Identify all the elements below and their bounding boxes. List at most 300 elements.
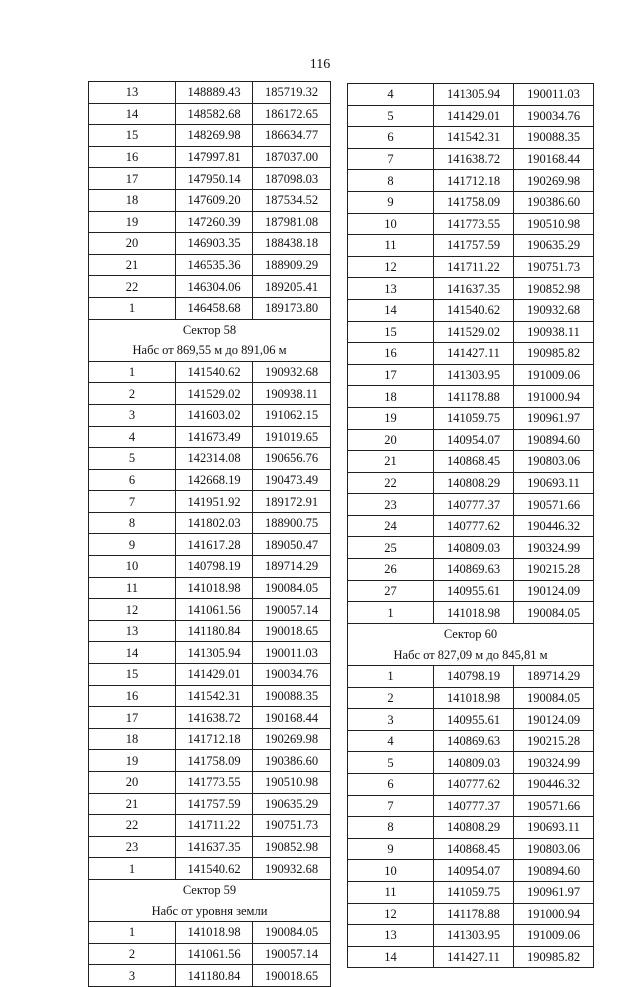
x-coordinate-cell: 140954.07: [434, 860, 514, 882]
x-coordinate-cell: 141429.01: [434, 105, 514, 127]
table-row: [89, 642, 331, 664]
x-coordinate-cell: 141059.75: [434, 881, 514, 903]
y-coordinate-cell: 190084.05: [253, 577, 331, 599]
x-coordinate-cell: 141180.84: [176, 965, 253, 987]
table-row: [89, 276, 331, 298]
y-coordinate-cell: 190803.06: [514, 451, 594, 473]
y-coordinate-cell: 185719.32: [253, 82, 331, 104]
point-number-cell: 19: [89, 750, 176, 772]
x-coordinate-cell: 141773.55: [176, 772, 253, 794]
y-coordinate-cell: 190751.73: [514, 256, 594, 278]
x-coordinate-cell: 147609.20: [176, 189, 253, 211]
x-coordinate-cell: 141757.59: [176, 793, 253, 815]
point-number-cell: 12: [348, 903, 434, 925]
x-coordinate-cell: 140955.61: [434, 580, 514, 602]
y-coordinate-cell: 190571.66: [514, 494, 594, 516]
sector-title: Сектор 60: [348, 623, 594, 644]
table-row: [348, 903, 594, 925]
x-coordinate-cell: 142314.08: [176, 448, 253, 470]
x-coordinate-cell: 140808.29: [434, 472, 514, 494]
table-row: [348, 321, 594, 343]
x-coordinate-cell: 141018.98: [176, 577, 253, 599]
table-row: [348, 774, 594, 796]
table-row: [89, 82, 331, 104]
table-row: [348, 278, 594, 300]
point-number-cell: 10: [348, 860, 434, 882]
y-coordinate-cell: 190124.09: [514, 580, 594, 602]
y-coordinate-cell: 189050.47: [253, 534, 331, 556]
x-coordinate-cell: 141712.18: [434, 170, 514, 192]
x-coordinate-cell: 146535.36: [176, 254, 253, 276]
point-number-cell: 19: [348, 407, 434, 429]
table-row: [89, 103, 331, 125]
sector-height-range: Набс от 869,55 м до 891,06 м: [89, 340, 331, 361]
y-coordinate-cell: 191000.94: [514, 386, 594, 408]
x-coordinate-cell: 140868.45: [434, 838, 514, 860]
point-number-cell: 17: [348, 364, 434, 386]
x-coordinate-cell: 141178.88: [434, 903, 514, 925]
point-number-cell: 20: [89, 233, 176, 255]
point-number-cell: 10: [89, 556, 176, 578]
x-coordinate-cell: 147997.81: [176, 146, 253, 168]
table-row: [89, 491, 331, 513]
y-coordinate-cell: 190852.98: [253, 836, 331, 858]
x-coordinate-cell: 141178.88: [434, 386, 514, 408]
table-row: [89, 750, 331, 772]
point-number-cell: 21: [89, 254, 176, 276]
x-coordinate-cell: 148269.98: [176, 125, 253, 147]
y-coordinate-cell: 190938.11: [514, 321, 594, 343]
sector-height-row: [89, 901, 331, 922]
x-coordinate-cell: 141529.02: [176, 383, 253, 405]
table-row: [89, 383, 331, 405]
table-row: [348, 148, 594, 170]
point-number-cell: 9: [89, 534, 176, 556]
sector-height-row: [348, 644, 594, 665]
y-coordinate-cell: 190324.99: [514, 537, 594, 559]
point-number-cell: 2: [348, 687, 434, 709]
point-number-cell: 17: [89, 707, 176, 729]
x-coordinate-cell: 141638.72: [176, 707, 253, 729]
table-row: [89, 685, 331, 707]
y-coordinate-cell: 190635.29: [253, 793, 331, 815]
table-row: [89, 858, 331, 880]
y-coordinate-cell: 187098.03: [253, 168, 331, 190]
point-number-cell: 14: [89, 103, 176, 125]
table-row: [89, 297, 331, 319]
y-coordinate-cell: 190269.98: [514, 170, 594, 192]
x-coordinate-cell: 146458.68: [176, 297, 253, 319]
point-number-cell: 4: [348, 730, 434, 752]
table-row: [89, 664, 331, 686]
x-coordinate-cell: 141540.62: [176, 361, 253, 383]
x-coordinate-cell: 141427.11: [434, 946, 514, 968]
y-coordinate-cell: 187037.00: [253, 146, 331, 168]
x-coordinate-cell: 141061.56: [176, 599, 253, 621]
y-coordinate-cell: 190894.60: [514, 429, 594, 451]
y-coordinate-cell: 190011.03: [253, 642, 331, 664]
y-coordinate-cell: 191062.15: [253, 404, 331, 426]
table-row: [89, 469, 331, 491]
y-coordinate-cell: 190985.82: [514, 946, 594, 968]
x-coordinate-cell: 141758.09: [434, 191, 514, 213]
point-number-cell: 1: [89, 361, 176, 383]
x-coordinate-cell: 141061.56: [176, 943, 253, 965]
table-row: [89, 233, 331, 255]
table-row: [348, 429, 594, 451]
table-row: [348, 666, 594, 688]
y-coordinate-cell: 190084.05: [253, 922, 331, 944]
table-row: [348, 386, 594, 408]
table-row: [89, 146, 331, 168]
point-number-cell: 17: [89, 168, 176, 190]
table-row: [89, 211, 331, 233]
y-coordinate-cell: 190088.35: [253, 685, 331, 707]
point-number-cell: 8: [348, 817, 434, 839]
point-number-cell: 7: [348, 795, 434, 817]
y-coordinate-cell: 190215.28: [514, 730, 594, 752]
x-coordinate-cell: 142668.19: [176, 469, 253, 491]
table-row: [89, 577, 331, 599]
point-number-cell: 15: [89, 125, 176, 147]
y-coordinate-cell: 190018.65: [253, 965, 331, 987]
y-coordinate-cell: 190057.14: [253, 599, 331, 621]
y-coordinate-cell: 190985.82: [514, 343, 594, 365]
point-number-cell: 7: [348, 148, 434, 170]
y-coordinate-cell: 190510.98: [514, 213, 594, 235]
sector-title: Сектор 59: [89, 879, 331, 900]
y-coordinate-cell: 190034.76: [514, 105, 594, 127]
table-row: [89, 448, 331, 470]
right-table-body: [348, 84, 594, 968]
point-number-cell: 19: [89, 211, 176, 233]
x-coordinate-cell: 141018.98: [176, 922, 253, 944]
table-row: [89, 254, 331, 276]
point-number-cell: 3: [89, 965, 176, 987]
x-coordinate-cell: 141711.22: [434, 256, 514, 278]
y-coordinate-cell: 190124.09: [514, 709, 594, 731]
x-coordinate-cell: 148582.68: [176, 103, 253, 125]
point-number-cell: 6: [348, 774, 434, 796]
left-table-body: [89, 82, 331, 987]
point-number-cell: 16: [89, 146, 176, 168]
point-number-cell: 1: [89, 297, 176, 319]
table-row: [348, 795, 594, 817]
x-coordinate-cell: 141018.98: [434, 602, 514, 624]
point-number-cell: 13: [348, 278, 434, 300]
point-number-cell: 22: [89, 276, 176, 298]
x-coordinate-cell: 140869.63: [434, 730, 514, 752]
x-coordinate-cell: 140809.03: [434, 752, 514, 774]
point-number-cell: 1: [89, 922, 176, 944]
x-coordinate-cell: 140777.37: [434, 494, 514, 516]
y-coordinate-cell: 191009.06: [514, 925, 594, 947]
left-coordinates-table: [88, 81, 331, 987]
table-row: [89, 404, 331, 426]
x-coordinate-cell: 141540.62: [434, 299, 514, 321]
x-coordinate-cell: 141637.35: [434, 278, 514, 300]
y-coordinate-cell: 189172.91: [253, 491, 331, 513]
table-row: [348, 838, 594, 860]
table-row: [89, 965, 331, 987]
point-number-cell: 20: [348, 429, 434, 451]
table-row: [348, 235, 594, 257]
point-number-cell: 13: [348, 925, 434, 947]
table-row: [348, 881, 594, 903]
x-coordinate-cell: 140808.29: [434, 817, 514, 839]
table-row: [89, 512, 331, 534]
table-row: [348, 515, 594, 537]
table-row: [348, 580, 594, 602]
x-coordinate-cell: 141180.84: [176, 620, 253, 642]
point-number-cell: 6: [89, 469, 176, 491]
y-coordinate-cell: 190473.49: [253, 469, 331, 491]
point-number-cell: 15: [89, 664, 176, 686]
y-coordinate-cell: 190446.32: [514, 515, 594, 537]
x-coordinate-cell: 141673.49: [176, 426, 253, 448]
table-row: [348, 925, 594, 947]
x-coordinate-cell: 141540.62: [176, 858, 253, 880]
point-number-cell: 11: [348, 235, 434, 257]
x-coordinate-cell: 141638.72: [434, 148, 514, 170]
y-coordinate-cell: 190693.11: [514, 817, 594, 839]
x-coordinate-cell: 141305.94: [176, 642, 253, 664]
x-coordinate-cell: 141951.92: [176, 491, 253, 513]
y-coordinate-cell: 190635.29: [514, 235, 594, 257]
point-number-cell: 14: [89, 642, 176, 664]
y-coordinate-cell: 186634.77: [253, 125, 331, 147]
table-row: [348, 84, 594, 106]
table-row: [89, 556, 331, 578]
table-row: [89, 168, 331, 190]
table-row: [348, 105, 594, 127]
x-coordinate-cell: 141018.98: [434, 687, 514, 709]
table-row: [89, 943, 331, 965]
point-number-cell: 21: [348, 451, 434, 473]
point-number-cell: 23: [89, 836, 176, 858]
x-coordinate-cell: 141303.95: [434, 364, 514, 386]
y-coordinate-cell: 190269.98: [253, 728, 331, 750]
x-coordinate-cell: 146903.35: [176, 233, 253, 255]
x-coordinate-cell: 140798.19: [176, 556, 253, 578]
point-number-cell: 13: [89, 620, 176, 642]
table-row: [89, 426, 331, 448]
y-coordinate-cell: 190693.11: [514, 472, 594, 494]
table-row: [348, 709, 594, 731]
point-number-cell: 14: [348, 946, 434, 968]
table-row: [348, 687, 594, 709]
y-coordinate-cell: 190446.32: [514, 774, 594, 796]
x-coordinate-cell: 140869.63: [434, 559, 514, 581]
table-row: [89, 836, 331, 858]
x-coordinate-cell: 141542.31: [434, 127, 514, 149]
point-number-cell: 18: [89, 728, 176, 750]
y-coordinate-cell: 188438.18: [253, 233, 331, 255]
point-number-cell: 20: [89, 772, 176, 794]
y-coordinate-cell: 190088.35: [514, 127, 594, 149]
point-number-cell: 12: [348, 256, 434, 278]
y-coordinate-cell: 190961.97: [514, 407, 594, 429]
y-coordinate-cell: 190386.60: [514, 191, 594, 213]
point-number-cell: 9: [348, 838, 434, 860]
x-coordinate-cell: 147260.39: [176, 211, 253, 233]
point-number-cell: 2: [89, 383, 176, 405]
point-number-cell: 13: [89, 82, 176, 104]
point-number-cell: 7: [89, 491, 176, 513]
point-number-cell: 8: [89, 512, 176, 534]
sector-title: Сектор 58: [89, 319, 331, 340]
x-coordinate-cell: 141711.22: [176, 815, 253, 837]
point-number-cell: 25: [348, 537, 434, 559]
x-coordinate-cell: 140809.03: [434, 537, 514, 559]
point-number-cell: 4: [348, 84, 434, 106]
table-row: [348, 213, 594, 235]
table-row: [348, 752, 594, 774]
table-row: [89, 772, 331, 794]
y-coordinate-cell: 190215.28: [514, 559, 594, 581]
point-number-cell: 26: [348, 559, 434, 581]
x-coordinate-cell: 141802.03: [176, 512, 253, 534]
table-row: [89, 793, 331, 815]
y-coordinate-cell: 187534.52: [253, 189, 331, 211]
table-row: [348, 494, 594, 516]
y-coordinate-cell: 191009.06: [514, 364, 594, 386]
point-number-cell: 11: [348, 881, 434, 903]
x-coordinate-cell: 141059.75: [434, 407, 514, 429]
y-coordinate-cell: 189714.29: [253, 556, 331, 578]
x-coordinate-cell: 148889.43: [176, 82, 253, 104]
y-coordinate-cell: 189173.80: [253, 297, 331, 319]
point-number-cell: 6: [348, 127, 434, 149]
y-coordinate-cell: 190751.73: [253, 815, 331, 837]
point-number-cell: 22: [348, 472, 434, 494]
table-row: [348, 860, 594, 882]
page-number: 116: [309, 57, 331, 72]
point-number-cell: 1: [348, 666, 434, 688]
x-coordinate-cell: 141617.28: [176, 534, 253, 556]
y-coordinate-cell: 190034.76: [253, 664, 331, 686]
table-row: [348, 256, 594, 278]
table-row: [348, 343, 594, 365]
point-number-cell: 5: [348, 752, 434, 774]
point-number-cell: 27: [348, 580, 434, 602]
sector-title-row: [348, 623, 594, 644]
y-coordinate-cell: 190386.60: [253, 750, 331, 772]
x-coordinate-cell: 140954.07: [434, 429, 514, 451]
table-row: [89, 815, 331, 837]
y-coordinate-cell: 190018.65: [253, 620, 331, 642]
table-row: [348, 299, 594, 321]
x-coordinate-cell: 141603.02: [176, 404, 253, 426]
x-coordinate-cell: 140777.62: [434, 515, 514, 537]
y-coordinate-cell: 190932.68: [253, 858, 331, 880]
table-row: [348, 364, 594, 386]
table-row: [89, 620, 331, 642]
y-coordinate-cell: 190852.98: [514, 278, 594, 300]
table-row: [89, 361, 331, 383]
point-number-cell: 3: [348, 709, 434, 731]
table-row: [348, 946, 594, 968]
table-row: [89, 728, 331, 750]
y-coordinate-cell: 190961.97: [514, 881, 594, 903]
point-number-cell: 22: [89, 815, 176, 837]
table-row: [348, 559, 594, 581]
point-number-cell: 5: [348, 105, 434, 127]
point-number-cell: 4: [89, 426, 176, 448]
x-coordinate-cell: 141429.01: [176, 664, 253, 686]
x-coordinate-cell: 146304.06: [176, 276, 253, 298]
x-coordinate-cell: 140955.61: [434, 709, 514, 731]
x-coordinate-cell: 147950.14: [176, 168, 253, 190]
point-number-cell: 10: [348, 213, 434, 235]
sector-title-row: [89, 879, 331, 900]
y-coordinate-cell: 190894.60: [514, 860, 594, 882]
point-number-cell: 23: [348, 494, 434, 516]
table-row: [89, 534, 331, 556]
point-number-cell: 8: [348, 170, 434, 192]
y-coordinate-cell: 191019.65: [253, 426, 331, 448]
y-coordinate-cell: 190656.76: [253, 448, 331, 470]
point-number-cell: 14: [348, 299, 434, 321]
y-coordinate-cell: 189714.29: [514, 666, 594, 688]
y-coordinate-cell: 190510.98: [253, 772, 331, 794]
sector-title-row: [89, 319, 331, 340]
x-coordinate-cell: 141637.35: [176, 836, 253, 858]
point-number-cell: 21: [89, 793, 176, 815]
point-number-cell: 16: [348, 343, 434, 365]
x-coordinate-cell: 141303.95: [434, 925, 514, 947]
point-number-cell: 1: [348, 602, 434, 624]
y-coordinate-cell: 190938.11: [253, 383, 331, 405]
point-number-cell: 12: [89, 599, 176, 621]
point-number-cell: 16: [89, 685, 176, 707]
y-coordinate-cell: 187981.08: [253, 211, 331, 233]
y-coordinate-cell: 190168.44: [253, 707, 331, 729]
right-coordinates-table: [347, 83, 594, 968]
table-row: [89, 125, 331, 147]
point-number-cell: 3: [89, 404, 176, 426]
point-number-cell: 2: [89, 943, 176, 965]
table-row: [348, 602, 594, 624]
table-row: [348, 537, 594, 559]
point-number-cell: 5: [89, 448, 176, 470]
x-coordinate-cell: 140777.37: [434, 795, 514, 817]
y-coordinate-cell: 190932.68: [514, 299, 594, 321]
point-number-cell: 18: [89, 189, 176, 211]
y-coordinate-cell: 189205.41: [253, 276, 331, 298]
x-coordinate-cell: 141757.59: [434, 235, 514, 257]
sector-height-row: [89, 340, 331, 361]
y-coordinate-cell: 190803.06: [514, 838, 594, 860]
y-coordinate-cell: 191000.94: [514, 903, 594, 925]
y-coordinate-cell: 190084.05: [514, 687, 594, 709]
table-row: [348, 817, 594, 839]
x-coordinate-cell: 141773.55: [434, 213, 514, 235]
table-row: [348, 127, 594, 149]
x-coordinate-cell: 140777.62: [434, 774, 514, 796]
point-number-cell: 1: [89, 858, 176, 880]
x-coordinate-cell: 141758.09: [176, 750, 253, 772]
x-coordinate-cell: 141712.18: [176, 728, 253, 750]
table-row: [348, 472, 594, 494]
y-coordinate-cell: 190571.66: [514, 795, 594, 817]
table-row: [348, 407, 594, 429]
x-coordinate-cell: 141542.31: [176, 685, 253, 707]
x-coordinate-cell: 141305.94: [434, 84, 514, 106]
point-number-cell: 24: [348, 515, 434, 537]
table-row: [348, 170, 594, 192]
table-row: [89, 189, 331, 211]
